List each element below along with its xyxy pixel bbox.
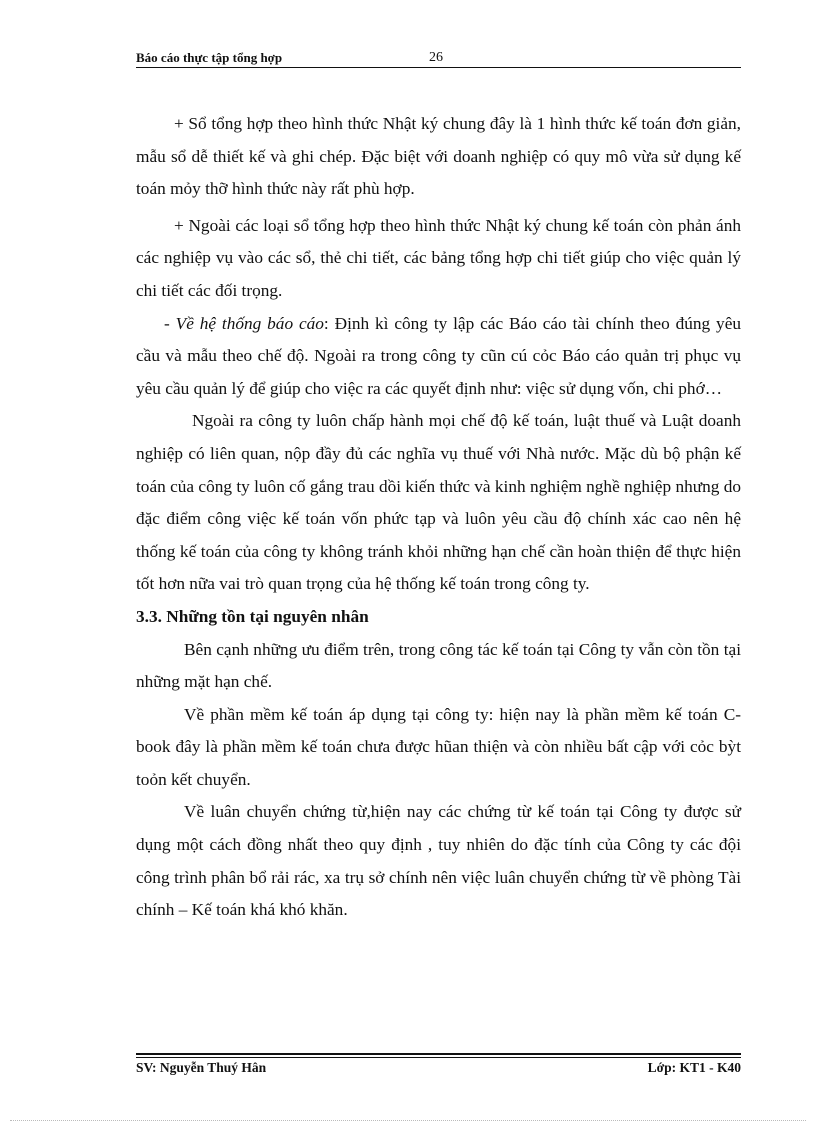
paragraph-software: Về phần mềm kế toán áp dụng tại công ty: hiện nay là phần mềm kế toán C-book đây là phần mềm kế toán chưa được hũan thiện và còn nhiều bất cập với cỏc bỳt toỏn kết chuyển. (136, 704, 741, 789)
paragraph-compliance: Ngoài ra công ty luôn chấp hành mọi chế độ kế toán, luật thuế và Luật doanh nghiệp có liên quan, nộp đầy đủ các nghĩa vụ thuế với Nhà nước. Mặc dù bộ phận kế toán của công ty luôn cố gắng trau dồi kiến thức và kinh nghiệm nghề nghiệp nhưng do đặc điểm công việc kế toán vốn phức tạp và luôn yêu cầu độ chính xác cao nên hệ thống kế toán của công ty không tránh khỏi những hạn chế cần hoàn thiện để thực hiện tốt hơn nữa vai trò quan trọng của hệ thống kế toán trong công ty. (136, 411, 741, 594)
document-body (136, 108, 741, 927)
header-divider (136, 67, 741, 68)
footer-divider-thick (136, 1053, 741, 1055)
reporting-system-text: : Định kì công ty lập các Báo cáo tài chính theo đúng yêu cầu và mẫu theo chế độ. Ngoài ra trong công ty cũn cú cỏc Báo cáo quản trị phục vụ yêu cầu quản lý để giúp cho việc ra các quyết định như: việc sử dụng vốn, chi phớ… (136, 313, 741, 398)
page-header (136, 50, 741, 68)
class-code: Lớp: KT1 - K40 (647, 1060, 741, 1075)
footer-divider-thin (136, 1057, 741, 1058)
paragraph-reporting-system (136, 308, 741, 406)
paragraph-document-flow: Về luân chuyển chứng từ,hiện nay các chứng từ kế toán tại Công ty được sử dụng một cách đồng nhất theo quy định , tuy nhiên do đặc tính của Công ty các đội công trình phân bổ rải rác, xa trụ sở chính nên việc luân chuyển chứng từ về phòng Tài chính – Kế toán khá khó khăn. (136, 802, 741, 920)
reporting-system-lead: Về hệ thống báo cáo (175, 313, 324, 333)
page-edge-dotted-line (10, 1120, 806, 1121)
paragraph-detail-books: + Ngoài các loại sổ tổng hợp theo hình thức Nhật ký chung kế toán còn phản ánh các nghiệp vụ vào các sổ, thẻ chi tiết, các bảng tổng hợp chi tiết giúp cho việc quản lý chi tiết các đối trọng. (136, 215, 741, 300)
page-number: 26 (429, 50, 443, 65)
page-footer (136, 1060, 741, 1078)
report-title: Báo cáo thực tập tổng hợp (136, 50, 283, 65)
paragraph-limitations: Bên cạnh những ưu điểm trên, trong công tác kế toán tại Công ty vẫn còn tồn tại những mặt hạn chế. (136, 639, 741, 692)
student-name: SV: Nguyễn Thuý Hân (136, 1060, 267, 1075)
dash-prefix: - (164, 313, 176, 333)
section-heading: 3.3. Những tồn tại nguyên nhân (136, 606, 369, 626)
paragraph-summary-journal: + Sổ tổng hợp theo hình thức Nhật ký chung đây là 1 hình thức kế toán đơn giản, mẫu sổ dễ thiết kế và ghi chép. Đặc biệt với doanh nghiệp có quy mô vừa sử dụng kế toán mỏy thỡ hình thức này rất phù hợp. (136, 114, 741, 199)
